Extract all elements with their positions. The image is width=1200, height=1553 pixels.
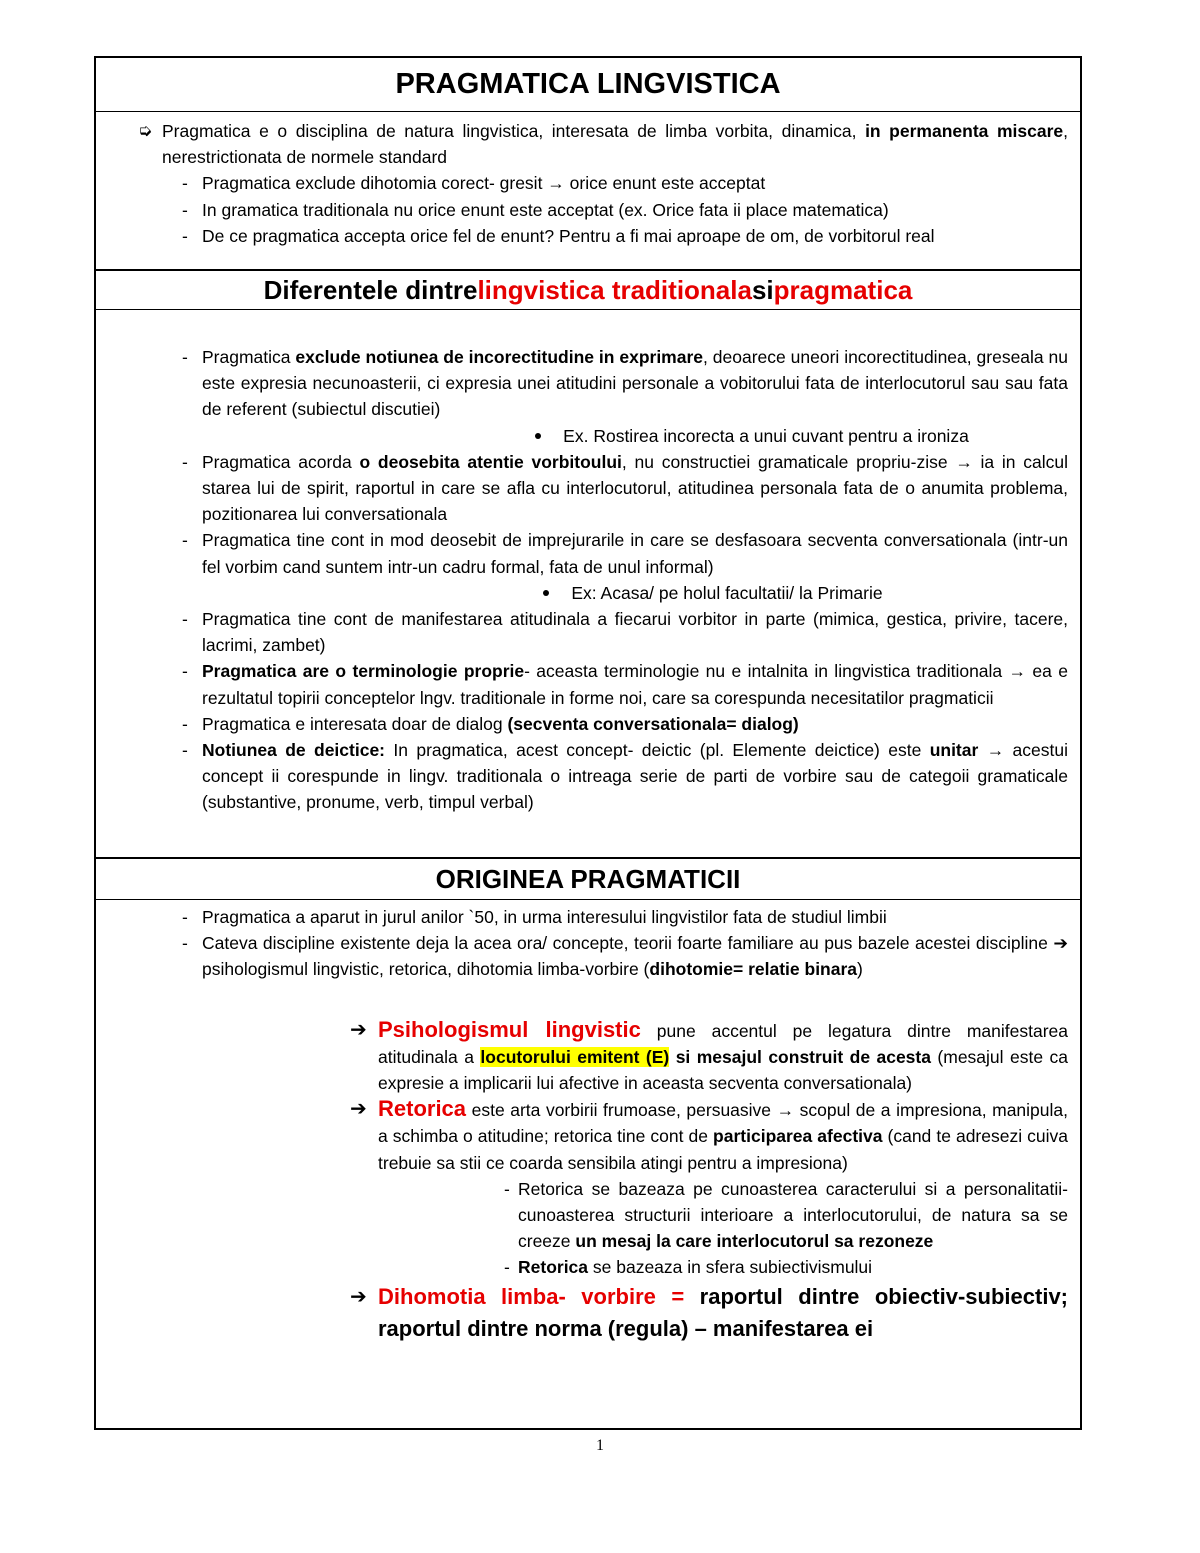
list-item: - Pragmatica tine cont de manifestarea atitudinala a fiecarui vorbitor in parte (mimica, gestica, privire, tacere, lacrimi, zambet) xyxy=(182,609,1068,656)
list-item: - De ce pragmatica accepta orice fel de enunt? Pentru a fi mai aproape de om, de vorbitorul real xyxy=(182,225,935,246)
page-number: 1 xyxy=(596,1437,604,1454)
list-item: ➭ Pragmatica e o disciplina de natura lingvistica, interesata de limba vorbita, dinamica, in permanenta miscare, nerestrictionata de normele standard xyxy=(106,118,1068,170)
list-item: - Pragmatica exclude dihotomia corect- gresit → orice enunt este acceptat xyxy=(182,173,766,194)
list-item: - Pragmatica tine cont in mod deosebit de imprejurarile in care se desfasoara secventa conversationala (intr-un fel vorbim cand suntem intr-un cadru formal, fata de unul informal) xyxy=(182,530,1068,577)
section-title-pragmatica: PRAGMATICA LINGVISTICA xyxy=(96,58,1080,112)
bullet-dot-icon xyxy=(535,433,541,439)
list-item: - Retorica se bazeaza in sfera subiectivismului xyxy=(504,1257,873,1278)
right-arrow-icon: ➔ xyxy=(350,1285,367,1308)
list-item: ➔ Retorica este arta vorbirii frumoase, persuasive → scopul de a impresiona, manipula, a schimba o atitudine; retorica tine cont de participarea afectiva (cand te adresezi cuiva trebuie sa stii ce coarda sensibila atingi pentru a impresiona) xyxy=(350,1096,1068,1176)
list-item: - Pragmatica are o terminologie proprie- aceasta terminologie nu e intalnita in lingvistica traditionala → ea e rezultatul topirii conceptelor lngv. traditionale in forme noi, care sa corespunda necesitatilor pragmaticii xyxy=(182,661,1068,708)
list-item: - Pragmatica a aparut in jurul anilor `50, in urma interesului lingvistilor fata de studiul limbii xyxy=(182,907,887,927)
arrow-icon: → xyxy=(986,740,1005,761)
arrow-icon: → xyxy=(547,173,565,194)
section-title-originea: ORIGINEA PRAGMATICII xyxy=(96,859,1080,900)
list-item: - Notiunea de deictice: In pragmatica, acest concept- deictic (pl. Elemente deictice) este unitar → acestui concept ii corespunde in lingv. traditionala o intreaga serie de parti de vorbire sau de categoii gramaticale (substantive, pronume, verb, timpul verbal) xyxy=(182,740,1068,813)
list-item: ➔ Dihomotia limba- vorbire = raportul dintre obiectiv-subiectiv; raportul dintre norma (regula) – manifestarea ei xyxy=(350,1281,1068,1345)
list-item: - Cateva discipline existente deja la acea ora/ concepte, teorii foarte familiare au pus bazele acestei discipline ➔ psihologismul lingvistic, retorica, dihotomia limba-vorbire (dihotomie= relatie binara) xyxy=(182,933,1068,980)
bullet-dot-icon xyxy=(543,590,549,596)
list-item: - Retorica se bazeaza pe cunoasterea caracterului si a personalitatii- cunoasterea structurii interioare a interlocutorului, de natura sa se creeze un mesaj la care interlocutorul sa rezoneze xyxy=(504,1178,1068,1252)
arrow-icon: → xyxy=(955,451,973,472)
content-frame xyxy=(94,56,1082,1430)
origin-subsections xyxy=(350,1017,1068,1176)
list-item: - Pragmatica acorda o deosebita atentie vorbitoului, nu constructiei gramaticale propriu-zise → ia in calcul starea lui de spirit, raportul in care se afla cu interlocutorul, atitudinea personala fata de o anumita problema, pozitionarea lui conversationala xyxy=(182,451,1069,525)
section-title-diferente: Diferentele dintre lingvistica traditionala si pragmatica xyxy=(96,271,1080,310)
list-item: - Pragmatica exclude notiunea de incorectitudine in exprimare, deoarece uneori incorectitudinea, greseala nu este expresia necunoasterii, ci expresia unei atitudini personale a vobitorului fata de interlocutorul sau sau fata de referent (subiectul discutiei) xyxy=(182,347,1069,420)
section-body-originea xyxy=(96,900,1080,1345)
section-body-intro xyxy=(96,112,1080,271)
list-item: - Pragmatica e interesata doar de dialog (secventa conversationala= dialog) xyxy=(182,713,799,734)
arrow-icon: ➔ xyxy=(1053,933,1068,954)
list-item: ➔ Psihologismul lingvistic pune accentul pe legatura dintre manifestarea atitudinala a locutorului emitent (E) si mesajul construit de acesta (mesajul este ca expresie a implicarii lui afective in aceasta secventa conversationala) xyxy=(350,1017,1068,1097)
arrow-icon: → xyxy=(776,1100,795,1121)
section-body-diferente xyxy=(96,310,1080,859)
example-bullet: Ex. Rostirea incorecta a unui cuvant pentru a ironiza xyxy=(106,423,1068,449)
right-arrow-icon: ➔ xyxy=(350,1018,367,1041)
right-arrow-icon: ➭ xyxy=(138,121,153,140)
example-bullet: Ex: Acasa/ pe holul facultatii/ la Primarie xyxy=(106,580,1068,606)
right-arrow-icon: ➔ xyxy=(350,1098,367,1121)
list-item: - In gramatica traditionala nu orice enunt este acceptat (ex. Orice fata ii place matematica) xyxy=(182,199,889,220)
arrow-icon: → xyxy=(1008,661,1027,682)
